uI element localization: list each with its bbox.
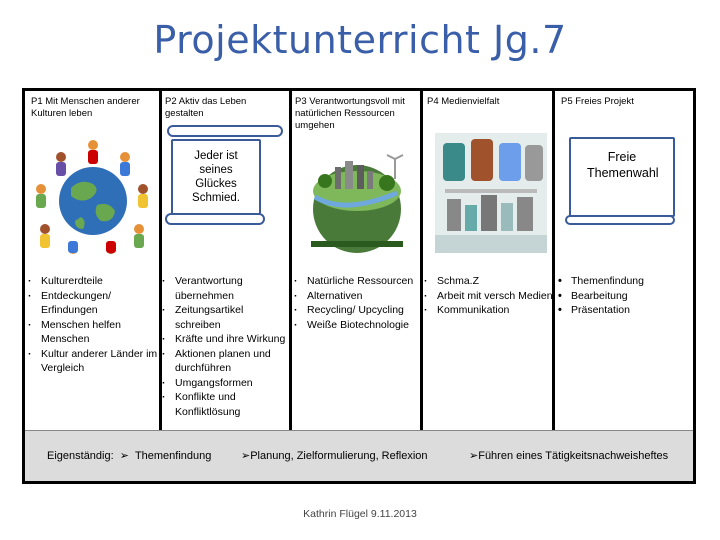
- bottom-right: [469, 449, 668, 462]
- earth-city-icon: [295, 141, 417, 266]
- list-item: · Kultur anderer Länder im Vergleich: [27, 347, 159, 376]
- project-table: [22, 88, 696, 484]
- column-header-p2: P2 Aktiv das Leben gestalten: [165, 96, 247, 119]
- arrow-right-icon: ➢: [469, 450, 479, 462]
- list-item: · Kräfte und ihre Wirkung: [161, 332, 289, 347]
- arrow-right-icon: ➢: [241, 450, 251, 462]
- page-title: Projektunterricht Jg.7: [153, 18, 567, 62]
- column-header-p5: P5 Freies Projekt: [561, 96, 634, 107]
- column-divider: [552, 91, 555, 430]
- column-header-p4: P4 Medienvielfalt: [427, 96, 500, 107]
- list-item: · Umgangsformen: [161, 376, 289, 391]
- globe-people-icon: [31, 133, 155, 263]
- list-item: · Alternativen: [293, 289, 421, 304]
- free-topic-text: Freie Themenwahl: [587, 150, 659, 180]
- bottom-left: [47, 449, 211, 462]
- list-item: · Natürliche Ressourcen: [293, 274, 421, 289]
- quote-scroll: [171, 139, 261, 215]
- list-item: · Arbeit mit versch Medien: [423, 289, 553, 304]
- column-list-p2: [161, 274, 289, 419]
- column-divider: [420, 91, 423, 430]
- list-item: · Kulturerdteile: [27, 274, 159, 289]
- list-item: · Recycling/ Upcycling: [293, 303, 421, 318]
- free-topic-scroll: [569, 137, 675, 217]
- column-header-p3: P3 Verantwortungsvoll mit natürlichen Ressourcen umgehen: [295, 96, 405, 131]
- list-item: · Zeitungsartikel schreiben: [161, 303, 289, 332]
- column-list-p3: [293, 274, 421, 332]
- column-list-p1: [27, 274, 159, 376]
- bottom-right-text: Führen eines Tätigkeitsnachweisheftes: [478, 450, 669, 462]
- column-list-p4: [423, 274, 553, 318]
- list-item: · Schma.Z: [423, 274, 553, 289]
- bottom-middle-text: Planung, Zielformulierung, Reflexion: [250, 450, 428, 462]
- bottom-middle: [241, 449, 428, 462]
- column-list-p5: [557, 274, 693, 318]
- scroll-roll-bottom: [165, 213, 265, 225]
- bottom-left-label: Eigenständig:: [47, 450, 114, 462]
- arrow-right-icon: ➢: [116, 450, 133, 462]
- scroll-roll-bottom: [565, 215, 675, 225]
- list-item: · Aktionen planen und durchführen: [161, 347, 289, 376]
- list-item: · Entdeckungen/ Erfindungen: [27, 289, 159, 318]
- list-item: • Themenfindung: [557, 274, 693, 289]
- list-item: · Menschen helfen Menschen: [27, 318, 159, 347]
- bottom-bar: [25, 430, 693, 481]
- list-item: • Bearbeitung: [557, 289, 693, 304]
- quote-text: Jeder ist seines Glückes Schmied.: [192, 150, 240, 204]
- media-tablet-icon: [435, 133, 547, 253]
- bottom-left-item: Themenfindung: [134, 450, 212, 462]
- list-item: · Weiße Biotechnologie: [293, 318, 421, 333]
- column-header-p1: P1 Mit Menschen anderer Kulturen leben: [31, 96, 140, 119]
- list-item: · Konflikte und Konfliktlösung: [161, 390, 289, 419]
- footer-author: Kathrin Flügel 9.11.2013: [303, 508, 417, 520]
- scroll-roll-top: [167, 125, 283, 137]
- list-item: • Präsentation: [557, 303, 693, 318]
- column-divider: [289, 91, 292, 430]
- list-item: · Verantwortung übernehmen: [161, 274, 289, 303]
- list-item: · Kommunikation: [423, 303, 553, 318]
